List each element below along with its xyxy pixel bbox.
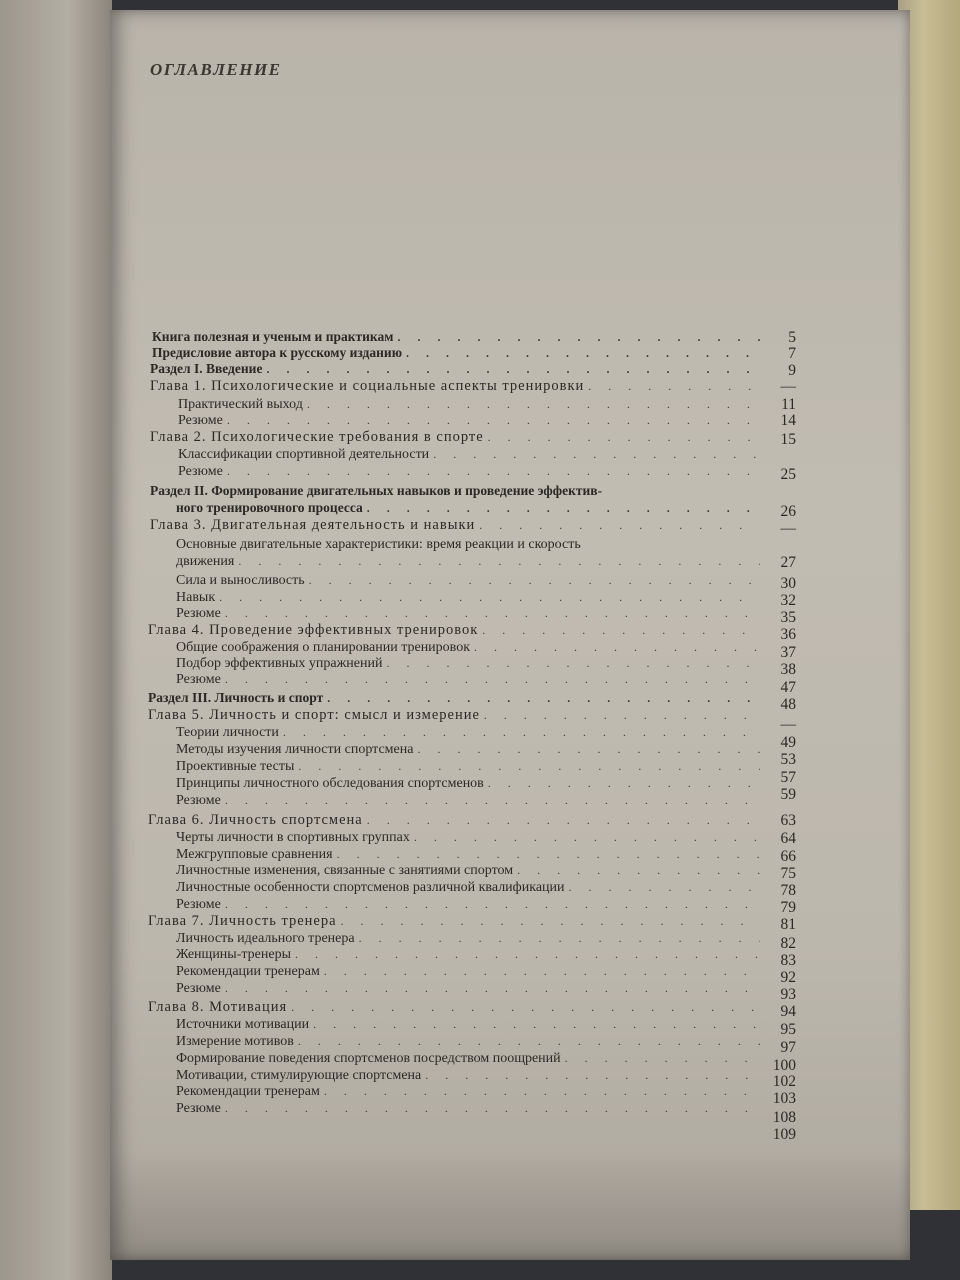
toc-entry <box>176 553 762 570</box>
toc-entry-title: Резюме <box>176 897 221 912</box>
toc-entry <box>176 1118 762 1135</box>
toc-entry-title: Основные двигательные характеристики: время реакции и скорость <box>176 537 581 552</box>
dot-leader <box>225 1100 760 1117</box>
toc-entry <box>176 724 762 741</box>
toc-entry-title: Глава 7. Личность тренера <box>148 913 337 929</box>
toc-page-number: 38 <box>780 661 796 678</box>
toc-page-number: 36 <box>780 626 796 643</box>
dot-leader <box>367 500 760 517</box>
toc-page-number: 92 <box>780 969 796 986</box>
toc-entry-title: Резюме <box>176 981 221 996</box>
toc-page-number: 108 <box>772 1109 796 1126</box>
toc-page-number: 32 <box>780 592 796 609</box>
dot-leader <box>225 980 760 997</box>
dot-leader <box>474 639 760 656</box>
toc-entry-title: Рекомендации тренерам <box>176 964 320 979</box>
toc-page-number: 27 <box>780 554 796 571</box>
dot-leader <box>266 361 760 378</box>
dot-leader <box>414 829 760 846</box>
toc-page-number: — <box>780 520 796 537</box>
dot-leader <box>565 1050 760 1067</box>
toc-entry-title: Проективные тесты <box>176 759 295 774</box>
toc-entry-title: Книга полезная и ученым и практикам <box>152 329 394 344</box>
dot-leader <box>227 412 760 429</box>
dot-leader <box>227 463 760 480</box>
toc-page-number: 83 <box>780 952 796 969</box>
dot-leader <box>225 605 760 622</box>
toc-entry <box>176 572 762 589</box>
dot-leader <box>588 378 760 395</box>
toc-entry-title: Черты личности в спортивных группах <box>176 830 410 845</box>
toc-entry-title: Резюме <box>176 672 221 687</box>
toc-page-number: 49 <box>780 734 796 751</box>
dot-leader <box>417 741 760 758</box>
toc-page-number: 66 <box>780 848 796 865</box>
toc-entry-title: Личность идеального тренера <box>176 931 355 946</box>
toc-page-number: 37 <box>780 644 796 661</box>
toc-entry <box>178 463 762 480</box>
toc-entry-title: Подбор эффективных упражнений <box>176 656 383 671</box>
toc-page-number: 94 <box>780 1003 796 1020</box>
dot-leader <box>488 775 760 792</box>
dot-leader <box>298 758 760 775</box>
toc-entry-title: Резюме <box>176 1101 221 1116</box>
toc-entry <box>150 360 762 377</box>
toc-page-number: 81 <box>780 916 796 933</box>
toc-entry-title: Мотивации, стимулирующие спортсмена <box>176 1068 422 1083</box>
toc-entry <box>148 999 762 1016</box>
toc-page-number: 48 <box>780 696 796 713</box>
toc-entry-title: ного тренировочного процесса <box>176 500 363 515</box>
toc-entry-title: Общие соображения о планировании тренировок <box>176 640 470 655</box>
toc-page-number: 25 <box>780 466 796 483</box>
toc-entry <box>148 707 762 724</box>
dot-leader <box>238 553 760 570</box>
toc-page-number: 11 <box>781 396 796 413</box>
toc-entry-title: Глава 1. Психологические и социальные аспекты тренировки <box>150 378 585 394</box>
toc-entry-title: Резюме <box>176 793 221 808</box>
toc-entry <box>178 412 762 429</box>
dot-leader <box>433 446 760 463</box>
toc-page-number: 35 <box>780 609 796 626</box>
toc-page-number: 97 <box>780 1039 796 1056</box>
dot-leader <box>425 1067 760 1084</box>
toc-page-number: 9 <box>788 362 796 379</box>
dot-leader <box>479 517 760 534</box>
toc-entry-title: Личностные изменения, связанные с занятиями спортом <box>176 863 514 878</box>
toc-entry <box>150 482 762 499</box>
toc-entry <box>178 396 762 413</box>
toc-entry <box>176 896 762 913</box>
toc-page-number: 63 <box>780 812 796 829</box>
dot-leader <box>386 655 760 672</box>
toc-entry <box>176 829 762 846</box>
toc-page-number: 78 <box>780 882 796 899</box>
dot-leader <box>359 930 760 947</box>
toc-entry <box>176 1067 762 1084</box>
toc-heading: ОГЛАВЛЕНИЕ <box>150 60 282 79</box>
toc-entry-title: Практический выход <box>178 397 303 412</box>
toc-entry <box>176 655 762 672</box>
dot-leader <box>283 724 760 741</box>
toc-entry <box>150 517 762 534</box>
toc-entry <box>176 1083 762 1100</box>
dot-leader <box>482 622 760 639</box>
toc-page-number: 26 <box>780 503 796 520</box>
toc-entry <box>148 913 762 930</box>
toc-entry-title: Глава 8. Мотивация <box>148 999 288 1015</box>
toc-entry-title: Источники мотивации <box>176 1017 310 1032</box>
toc-entry <box>176 605 762 622</box>
toc-page-number: 75 <box>780 865 796 882</box>
toc-entry <box>152 344 762 361</box>
toc-entry-title: Раздел III. Личность и спорт <box>148 690 324 705</box>
toc-entry <box>176 775 762 792</box>
toc-entry <box>176 589 762 606</box>
toc-entry-title: Сила и выносливость <box>176 573 305 588</box>
toc-entry-title: Измерение мотивов <box>176 1034 294 1049</box>
toc-page-number: 47 <box>780 679 796 696</box>
toc-entry-title: Классификации спортивной деятельности <box>178 447 430 462</box>
toc-entry <box>176 1016 762 1033</box>
toc-entry-title: Глава 5. Личность и спорт: смысл и измерение <box>148 707 480 723</box>
toc-entry <box>148 622 762 639</box>
toc-page-number: 95 <box>780 1021 796 1038</box>
toc-entry-title: Глава 6. Личность спортсмена <box>148 812 363 828</box>
dot-leader <box>337 846 760 863</box>
toc-entry-title: Рекомендации тренерам <box>176 1084 320 1099</box>
toc-entry <box>176 536 762 553</box>
dot-leader <box>291 999 760 1016</box>
dot-leader <box>225 896 760 913</box>
toc-page-number: 100 <box>772 1057 796 1074</box>
toc-entry <box>176 946 762 963</box>
toc-page-number: 57 <box>780 769 796 786</box>
toc-entry <box>176 930 762 947</box>
dot-leader <box>569 879 760 896</box>
dot-leader <box>225 792 760 809</box>
toc-entry <box>176 879 762 896</box>
toc-page-number: 82 <box>780 935 796 952</box>
toc-entry-title: Личностные особенности спортсменов различной квалификации <box>176 880 565 895</box>
toc-entry <box>176 862 762 879</box>
toc-entry <box>176 1100 762 1117</box>
toc-entry-title: Предисловие автора к русскому изданию <box>152 345 403 360</box>
dot-leader <box>341 913 760 930</box>
toc-entry-title: Раздел I. Введение <box>150 361 263 376</box>
toc-entry-title: Теории личности <box>176 725 279 740</box>
toc-entry-title: Межгрупповые сравнения <box>176 847 333 862</box>
dot-leader <box>313 1016 760 1033</box>
toc-entry <box>176 1033 762 1050</box>
toc-page-number: 64 <box>780 830 796 847</box>
toc-entry <box>148 812 762 829</box>
toc-page-number: 93 <box>780 986 796 1003</box>
dot-leader <box>219 589 760 606</box>
toc-page-number: 53 <box>780 751 796 768</box>
dot-leader <box>298 1033 760 1050</box>
toc-entry-title: Принципы личностного обследования спортсменов <box>176 776 484 791</box>
toc-entry <box>148 689 762 706</box>
dot-leader <box>484 707 760 724</box>
toc-entry <box>152 328 762 345</box>
toc-page-number: 103 <box>772 1090 796 1107</box>
toc-entry <box>176 980 762 997</box>
toc-entry-title: Раздел II. Формирование двигательных навыков и проведение эффектив- <box>150 483 603 498</box>
toc-entry <box>176 792 762 809</box>
toc-page-number: 59 <box>780 786 796 803</box>
dot-leader <box>309 572 760 589</box>
toc-entry-title: Навык <box>176 590 216 605</box>
dot-leader <box>327 690 760 707</box>
dot-leader <box>367 812 760 829</box>
dot-leader <box>307 396 760 413</box>
dot-leader <box>488 429 760 446</box>
toc-page-number: 79 <box>780 899 796 916</box>
toc-entry <box>176 499 762 516</box>
toc-page-number: 14 <box>780 412 796 429</box>
toc-entry <box>176 741 762 758</box>
toc-entry-title: Глава 2. Психологические требования в спорте <box>150 429 484 445</box>
toc-page-number: — <box>780 716 796 733</box>
toc-entry <box>150 378 762 395</box>
toc-entry <box>178 446 762 463</box>
toc-entry <box>176 846 762 863</box>
toc-entry-title: Методы изучения личности спортсмена <box>176 742 414 757</box>
toc-entry <box>176 758 762 775</box>
toc-page-number: 7 <box>788 345 796 362</box>
toc-entry-title: движения <box>176 554 235 569</box>
toc-page-number: — <box>780 378 796 395</box>
toc-entry <box>176 963 762 980</box>
dot-leader <box>225 671 760 688</box>
toc-entry-title: Женщины-тренеры <box>176 947 291 962</box>
toc-entry <box>176 671 762 688</box>
toc-entry-title: Формирование поведения спортсменов посредством поощрений <box>176 1051 561 1066</box>
toc-page-number: 30 <box>780 575 796 592</box>
toc-page-number: 5 <box>788 329 796 346</box>
toc-entry <box>150 429 762 446</box>
toc-entry-title: Резюме <box>178 413 223 428</box>
toc-entry-title: Резюме <box>176 606 221 621</box>
toc-page-number: 102 <box>772 1073 796 1090</box>
toc-entry-title: Глава 3. Двигательная деятельность и навыки <box>150 517 476 533</box>
toc-page-number: 109 <box>772 1126 796 1143</box>
toc-entry <box>176 639 762 656</box>
dot-leader <box>324 963 760 980</box>
toc-entry-title: Глава 4. Проведение эффективных тренировок <box>148 622 479 638</box>
toc-page-number: 15 <box>780 431 796 448</box>
dot-leader <box>324 1083 760 1100</box>
dot-leader <box>295 946 760 963</box>
toc-entry-title: Резюме <box>178 464 223 479</box>
toc-entry <box>176 1050 762 1067</box>
dot-leader <box>517 862 760 879</box>
